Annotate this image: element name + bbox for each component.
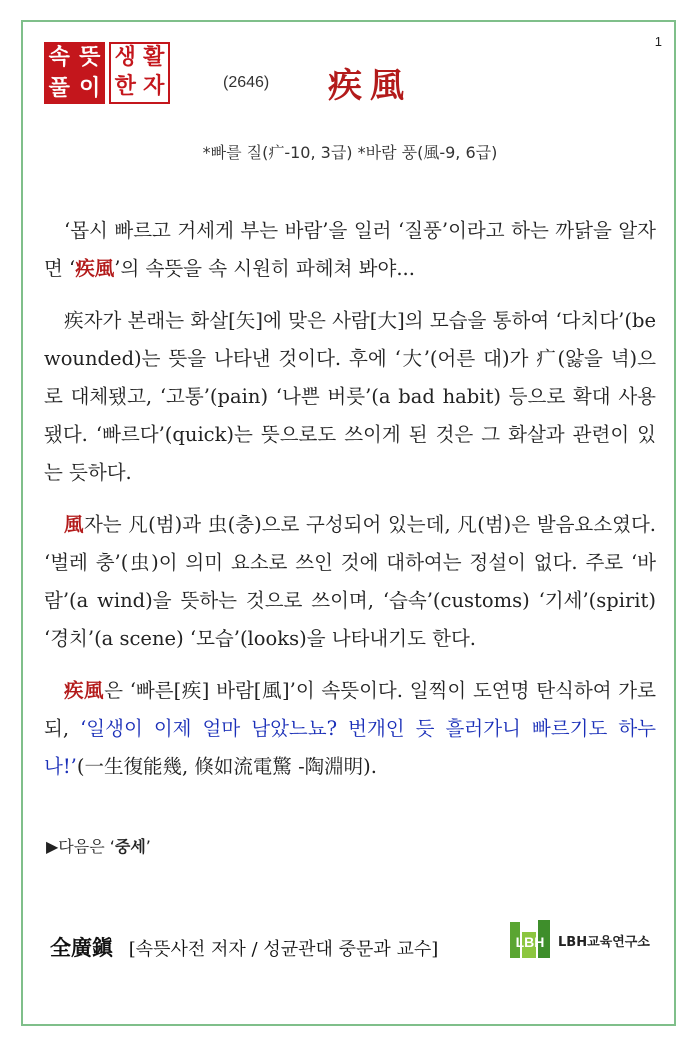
highlight-term: 疾風 xyxy=(64,679,105,702)
lbh-mark-icon: LBH xyxy=(508,918,552,962)
page-title: 疾風 xyxy=(328,66,412,106)
author-role: [속뜻사전 저자 / 성균관대 중문과 교수] xyxy=(128,939,439,960)
next-topic: ▶다음은 ‘중세’ xyxy=(46,837,151,856)
highlight-term: 疾風 xyxy=(75,257,115,280)
paragraph-4: 疾風은 ‘빠른[疾] 바람[風]’이 속뜻이다. 일찍이 도연명 탄식하여 가로되, ‘일생이 이제 얼마 남았느뇨? 번개인 듯 흘러가니 빠르기도 하누나!’(一生復能幾, 倏如流電驚 -陶淵明). xyxy=(44,679,656,778)
page-number: 1 xyxy=(654,34,662,49)
quote-text: ‘일생이 이제 얼마 남았느뇨? 번개인 듯 흘러가니 빠르기도 하누나!’ xyxy=(44,717,656,778)
entry-code: (2646) xyxy=(223,74,270,91)
article-body xyxy=(44,212,656,800)
author-line xyxy=(50,932,438,962)
institute-logo xyxy=(508,918,650,962)
author-name: 全廣鎭 xyxy=(50,935,113,960)
paragraph-3: 風자는 凡(범)과 虫(충)으로 구성되어 있는데, 凡(범)은 발음요소였다. ‘벌레 충’(虫)이 의미 요소로 쓰인 것에 대하여는 정설이 없다. 주로 ‘바람’(a wind)을 뜻하는 것으로 쓰이며, ‘습속’(customs) ‘기세’(spirit) ‘경치’(a scene) ‘모습’(looks)을 나타내기도 한다. xyxy=(44,513,656,650)
series-logo xyxy=(44,42,170,104)
character-info: *빠를 질(疒-10, 3급) *바람 풍(風-9, 6급) xyxy=(202,143,498,162)
next-topic-word: 중세 xyxy=(114,837,146,856)
institute-name: LBH교육연구소 xyxy=(558,934,650,950)
logo-left-block: 속 뜻 풀 이 xyxy=(44,42,105,104)
highlight-term: 風 xyxy=(64,513,84,536)
paragraph-1: ‘몹시 빠르고 거세게 부는 바람’을 일러 ‘질풍’이라고 하는 까닭을 알자면 ‘疾風’의 속뜻을 속 시원히 파헤쳐 봐야... xyxy=(44,219,656,280)
paragraph-2: 疾자가 본래는 화살[矢]에 맞은 사람[大]의 모습을 통하여 ‘다치다’(be wounded)는 뜻을 나타낸 것이다. 후에 ‘大’(어른 대)가 疒(앓을 녁)으로 대체됐고, ‘고통’(pain) ‘나쁜 버릇’(a bad habit) 등으로 확대 사용됐다. ‘빠르다’(quick)는 뜻으로도 쓰이게 된 것은 그 화살과 관련이 있는 듯하다. xyxy=(44,309,656,484)
logo-right-block: 생 활 한 자 xyxy=(109,42,170,104)
